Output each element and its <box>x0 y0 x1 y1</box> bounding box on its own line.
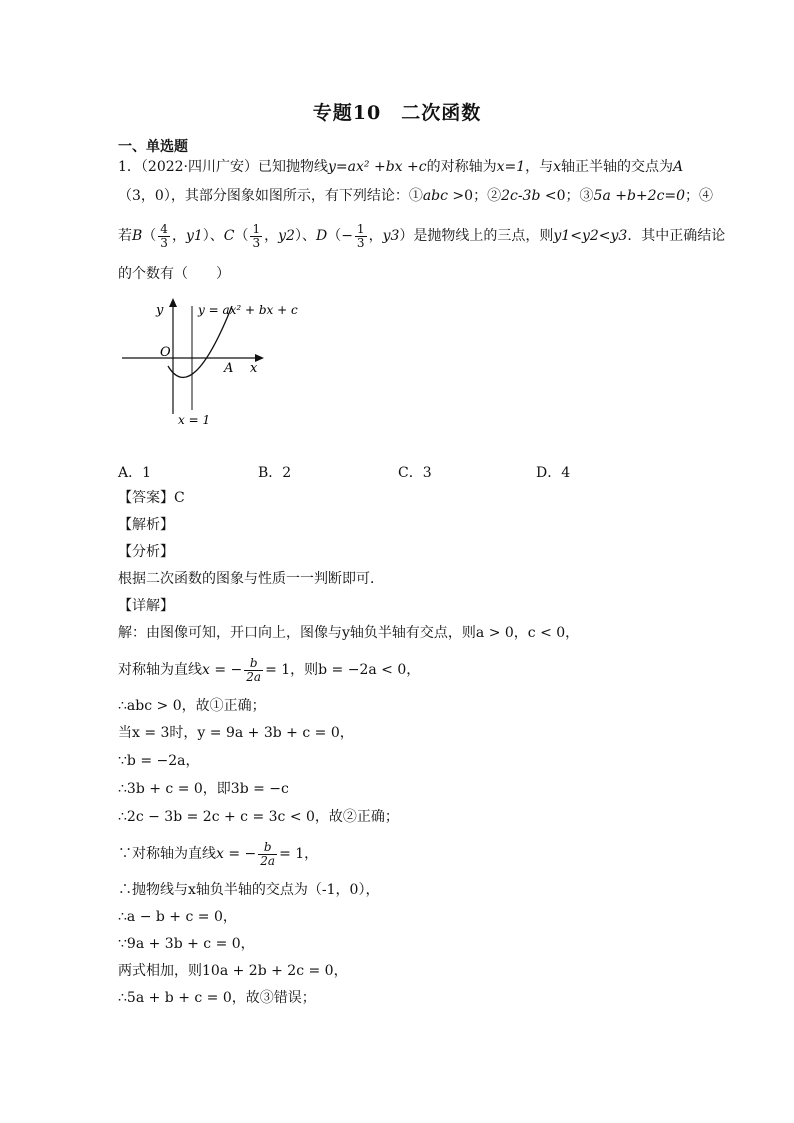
numerator: 1 <box>252 221 261 236</box>
var-x: x <box>553 159 562 175</box>
detail-heading: 【详解】 <box>118 598 174 614</box>
question-line-4: 的个数有（ ） <box>118 266 230 282</box>
fenxi-heading: 【分析】 <box>118 544 174 560</box>
solution-step-5: ∵b = −2a， <box>118 753 200 769</box>
question-source: （2022·四川广安） <box>140 159 259 175</box>
section-heading: 一、单选题 <box>118 139 188 155</box>
statement-3: 5a +b+2c=0 <box>593 188 686 204</box>
fenxi-text: 根据二次函数的图象与性质一一判断即可． <box>118 571 384 587</box>
step-math: x = − <box>202 662 243 678</box>
answer: 【答案】C <box>118 490 185 506</box>
fraction <box>258 841 277 868</box>
point-D: D <box>315 228 328 244</box>
solution-step-3: ∴abc > 0，故①正确； <box>118 698 266 714</box>
solution-step-13: ∴5a + b + c = 0，故③错误； <box>118 990 316 1006</box>
fraction <box>244 657 263 684</box>
solution-step-9: ∴抛物线与x轴负半轴的交点为（-1，0）， <box>118 882 380 898</box>
fraction <box>158 223 170 250</box>
analysis-heading: 【解析】 <box>118 517 174 533</box>
label-y: y <box>156 303 164 318</box>
numerator: 1 <box>356 221 365 236</box>
point-C: C <box>223 228 235 244</box>
question-line-3: 若B（ $\frac{4}{3}$ ，y1）、C（ $\frac{1}{3}$ ，y2）、D（− $\frac{1}{3}$ ，y3）是抛物线上的三点，则y1<y2<y3．其中正确结论 <box>118 221 726 250</box>
numerator: 4 <box>160 221 168 236</box>
solution-step-12: 两式相加，则10a + 2b + 2c = 0， <box>118 963 348 979</box>
var-y2: y2 <box>278 228 295 244</box>
label-A: A <box>224 361 234 376</box>
page-title: 专题10 二次函数 <box>312 102 482 124</box>
solution-step-4: 当x = 3时，y = 9a + 3b + c = 0， <box>118 725 354 741</box>
question-text: 已知抛物线 <box>258 159 329 175</box>
solution-step-6: ∴3b + c = 0，即3b = −c <box>118 781 289 797</box>
option-c[interactable]: C．3 <box>398 465 432 481</box>
relation-y: y1<y2<y3 <box>553 228 628 244</box>
question-text: （3，0），其部分图象如图所示，有下列结论：① <box>118 188 423 204</box>
question-text: >0；② <box>447 188 502 204</box>
question-text: <0；③ <box>540 188 594 204</box>
statement-2: 2c-3b <box>501 188 541 204</box>
label-O: O <box>160 345 171 360</box>
denominator: 3 <box>160 235 168 250</box>
solution-step-2 <box>118 656 420 684</box>
denominator: 3 <box>252 235 261 250</box>
numerator: b <box>244 657 263 671</box>
fraction <box>355 223 367 250</box>
solution-step-7: ∴2c − 3b = 2c + c = 3c < 0，故②正确； <box>118 809 399 825</box>
step-math: = 1，则b = −2a < 0， <box>265 662 421 678</box>
question-number: 1． <box>118 159 141 175</box>
question-text: 若 <box>118 228 132 244</box>
question-line-2 <box>118 187 713 205</box>
parabola-figure <box>118 294 298 430</box>
option-b[interactable]: B．2 <box>258 465 292 481</box>
denominator: 2a <box>246 669 262 684</box>
solution-step-8 <box>118 840 318 868</box>
question-text: ，与 <box>525 159 554 175</box>
question-text: ．其中正确结论 <box>627 228 726 244</box>
parabola-equation: y=ax² +bx +c <box>328 159 427 175</box>
question-line-1 <box>118 158 683 176</box>
step-math: x = − <box>216 846 257 862</box>
question-text: ）是抛物线上的三点，则 <box>399 228 554 244</box>
option-d[interactable]: D．4 <box>536 465 571 481</box>
curve-label: y = ax² + bx + c <box>198 303 298 317</box>
axis-label: x = 1 <box>178 413 211 427</box>
denominator: 2a <box>260 853 276 868</box>
step-text: 对称轴为直线 <box>118 662 202 678</box>
y-axis-arrow <box>169 298 177 307</box>
solution-step-11: ∵9a + 3b + c = 0， <box>118 936 255 952</box>
solution-step-10: ∴a − b + c = 0， <box>118 909 237 925</box>
solution-step-1: 解：由图像可知，开口向上，图像与y轴负半轴有交点，则a > 0，c < 0， <box>118 625 580 641</box>
question-text: 轴正半轴的交点为 <box>561 159 674 175</box>
step-math: = 1， <box>279 846 319 862</box>
label-x: x <box>250 361 258 376</box>
question-text: 的对称轴为 <box>426 159 497 175</box>
statement-1: abc <box>422 188 448 204</box>
axis-equation: x=1 <box>496 159 526 175</box>
point-B: B <box>132 228 143 244</box>
numerator: b <box>258 841 277 855</box>
point-A: A <box>673 159 684 175</box>
var-y1: y1 <box>185 228 203 244</box>
fraction <box>250 223 262 250</box>
var-y3: y3 <box>382 228 400 244</box>
question-text: ；④ <box>685 188 714 204</box>
denominator: 3 <box>356 235 365 250</box>
step-text: ∵对称轴为直线 <box>118 846 216 862</box>
minus-sign: − <box>341 228 353 244</box>
option-a[interactable]: A．1 <box>118 465 152 481</box>
